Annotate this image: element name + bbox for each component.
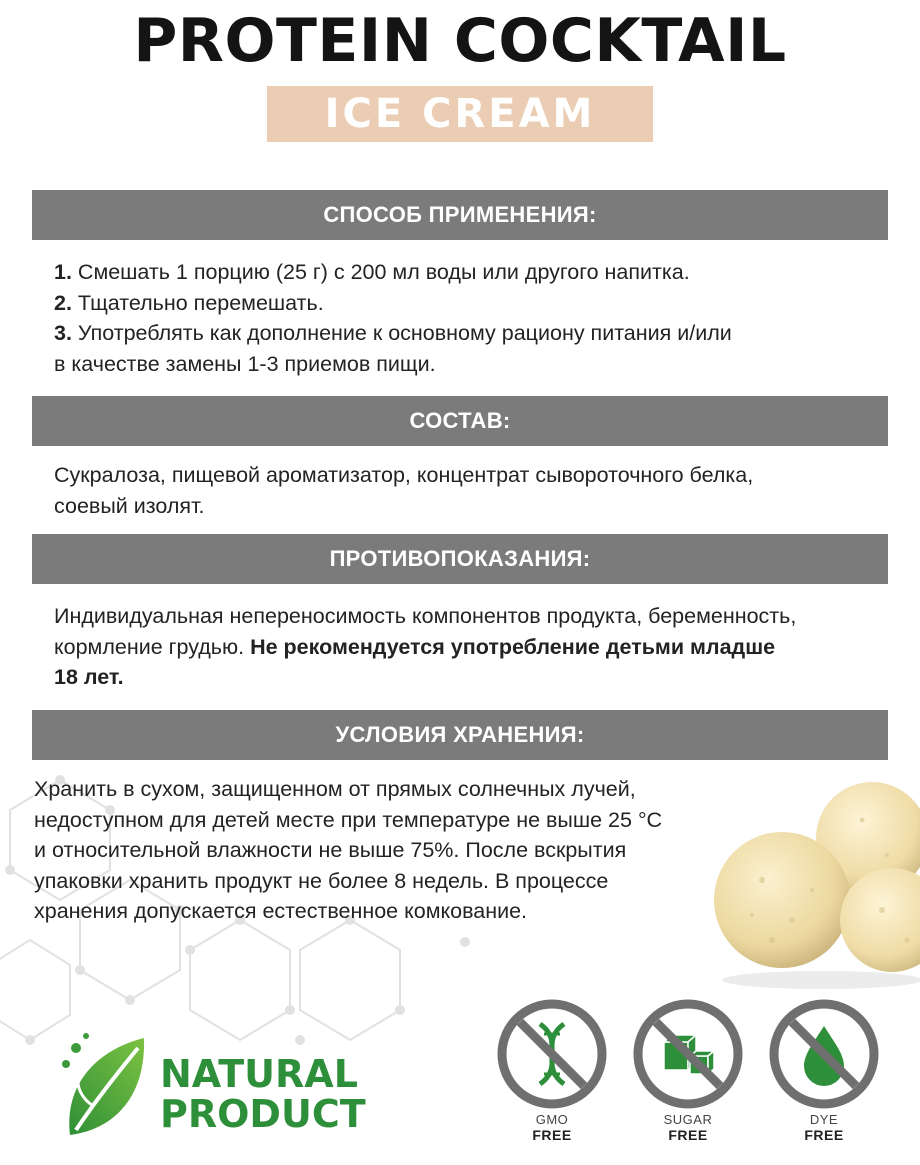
composition-line: соевый изолят. <box>54 493 205 518</box>
product-line: PRODUCT <box>160 1092 366 1136</box>
storage-heading-text: УСЛОВИЯ ХРАНЕНИЯ: <box>335 722 585 747</box>
usage-heading-text: СПОСОБ ПРИМЕНЕНИЯ: <box>323 202 597 227</box>
usage-step-1 <box>54 257 732 288</box>
flavor-label: ICE CREAM <box>324 91 596 137</box>
flavor-banner <box>267 86 653 142</box>
badge-bottom-label: FREE <box>532 1127 572 1143</box>
contraindications-line <box>54 632 796 663</box>
step-text: Тщательно перемешать. <box>71 290 324 315</box>
storage-line: Хранить в сухом, защищенном от прямых солнечных лучей, <box>34 777 636 801</box>
usage-step-3-continued: в качестве замены 1-3 приемов пищи. <box>54 351 436 376</box>
warning-text: Не рекомендуется употребление детьми младше <box>250 634 776 659</box>
badge-top-label: DYE <box>809 1112 839 1127</box>
step-number: 2. <box>54 290 72 315</box>
contraindications-heading-text: ПРОТИВОПОКАЗАНИЯ: <box>329 546 591 571</box>
drop-icon <box>768 998 880 1110</box>
storage-line: хранения допускается естественное комкование. <box>34 899 528 923</box>
storage-heading <box>32 710 888 760</box>
step-number: 3. <box>54 321 72 345</box>
composition-line: Сукралоза, пищевой ароматизатор, концентрат сывороточного белка, <box>54 463 754 487</box>
composition-heading-text: СОСТАВ: <box>409 408 511 433</box>
contraindications-line: Индивидуальная непереносимость компонентов продукта, беременность, <box>54 604 797 628</box>
natural-product-label <box>160 1054 366 1134</box>
step-text: Употреблять как дополнение к основному рациону питания и/или <box>71 321 732 345</box>
leaf-icon <box>56 1030 156 1145</box>
contraindications-heading <box>32 534 888 584</box>
composition-text <box>54 460 753 521</box>
composition-heading <box>32 396 888 446</box>
dna-icon <box>496 998 608 1110</box>
sugar-free-badge <box>630 998 746 1143</box>
badge-top-label: GMO <box>535 1112 569 1127</box>
badge-top-label: SUGAR <box>663 1112 713 1127</box>
usage-step-3 <box>54 318 732 349</box>
storage-line: упаковки хранить продукт не более 8 недель. В процессе <box>34 868 609 893</box>
storage-text <box>34 774 662 927</box>
natural-line: NATURAL <box>160 1052 358 1096</box>
gmo-free-badge <box>494 998 610 1143</box>
contraindications-text <box>54 601 796 693</box>
contraindications-line <box>54 662 796 693</box>
usage-heading <box>32 190 888 240</box>
sugar-cubes-icon <box>632 998 744 1110</box>
step-text: Смешать 1 порцию (25 г) с 200 мл воды или другого напитка. <box>71 260 690 284</box>
storage-line: недоступном для детей месте при температуре не выше 25 °С <box>34 807 663 832</box>
dye-free-badge <box>766 998 882 1143</box>
product-title: PROTEIN COCKTAIL <box>133 6 787 76</box>
plain-text: кормление грудью. <box>54 634 251 659</box>
usage-step-2 <box>54 288 732 319</box>
usage-instructions <box>54 257 732 379</box>
badge-bottom-label: FREE <box>804 1127 844 1143</box>
step-number: 1. <box>54 260 72 284</box>
storage-line: и относительной влажности не выше 75%. После вскрытия <box>34 838 627 862</box>
ice-cream-scoops-image <box>712 780 920 990</box>
badge-bottom-label: FREE <box>668 1127 708 1143</box>
warning-text: 18 лет. <box>54 665 124 689</box>
